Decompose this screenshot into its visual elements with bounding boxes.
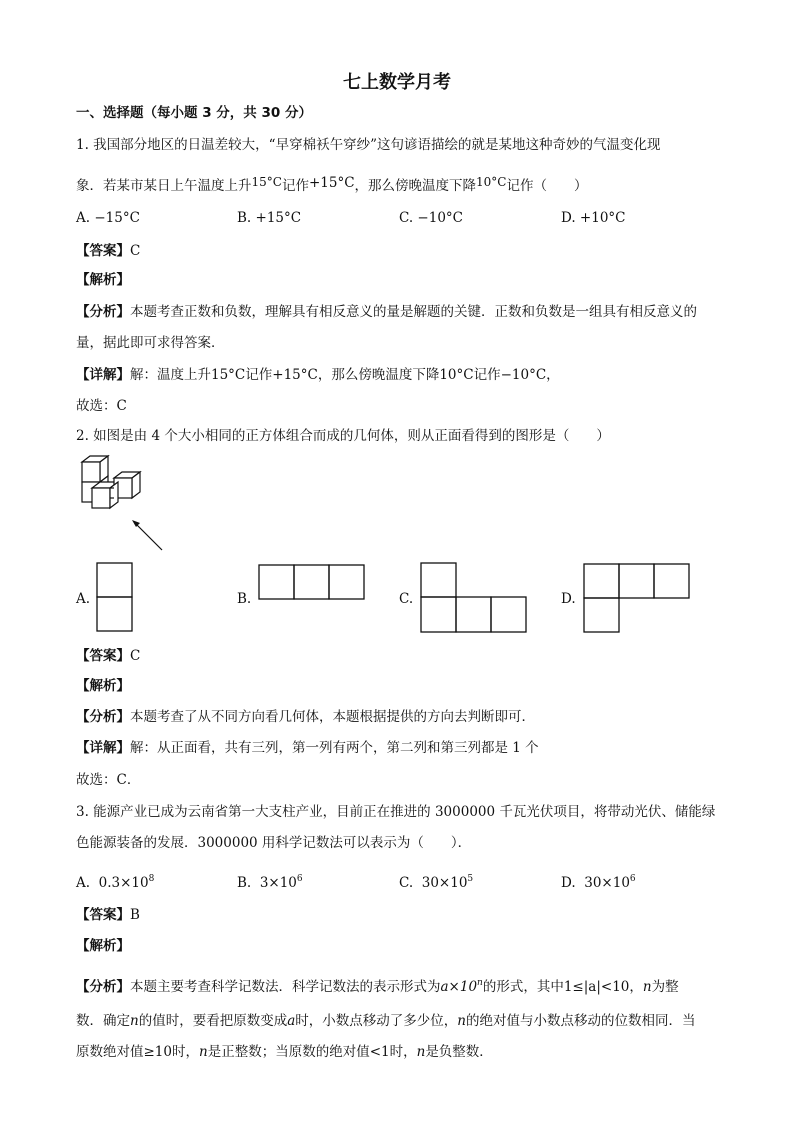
q1-analysis-label: 【解析】 [76, 272, 130, 288]
q1-choose: 故选：C [76, 398, 127, 414]
q3-option-c: C. $30\times 10^5$ [399, 874, 474, 891]
q2-option-c-label: C. [399, 591, 414, 607]
q2-option-a-label: A. [76, 591, 91, 607]
q1-stem-line1: 1. 我国部分地区的日温差较大，“早穿棉袄午穿纱”这句谚语描绘的就是某地这种奇妙的气温变化现 [76, 137, 661, 153]
view-arrow [134, 522, 162, 550]
q1-fenxi-line2: 量，据此即可求得答案． [76, 335, 225, 351]
q2-option-d-label: D. [561, 591, 576, 607]
q2-option-a-figure [96, 562, 134, 632]
q2-option-c-figure [420, 562, 528, 634]
q2-option-b-figure [258, 564, 366, 600]
q3-fenxi-line2: 数．确定n的值时，要看把原数变成a时，小数点移动了多少位，n的绝对值与小数点移动的位数相同．当 [76, 1013, 696, 1029]
q3-stem-line1: 3. 能源产业已成为云南省第一大支柱产业，目前正在推进的 3000000 千瓦光伏项目，将带动光伏、储能绿 [76, 804, 716, 820]
q2-option-b-label: B. [237, 591, 252, 607]
q3-option-b: B. $3\times 10^6$ [237, 874, 303, 891]
q1-option-b: B. +15°C [237, 210, 302, 226]
q1-option-c: C. −10°C [399, 210, 463, 226]
q3-option-a: A. $0.3\times 10^8$ [76, 874, 155, 891]
q3-answer: 【答案】B [76, 907, 140, 923]
q2-xiangjie: 【详解】解：从正面看，共有三列，第一列有两个，第二列和第三列都是 1 个 [76, 740, 539, 756]
section-heading: 一、选择题（每小题 3 分，共 30 分） [76, 105, 312, 121]
q3-stem-line2: 色能源装备的发展．3000000 用科学记数法可以表示为（ ）． [76, 835, 472, 851]
q2-fenxi: 【分析】本题考查了从不同方向看几何体，本题根据提供的方向去判断即可． [76, 709, 535, 725]
q2-stem: 2. 如图是由 4 个大小相同的正方体组合而成的几何体，则从正面看得到的图形是（ ） [76, 428, 610, 444]
q3-fenxi-line3: 原数绝对值≥10时，n是正整数；当原数的绝对值<1时，n是负整数． [76, 1044, 493, 1060]
q1-option-d: D. +10°C [561, 210, 626, 226]
cube-solid-figure [70, 456, 170, 556]
q2-choose: 故选：C． [76, 772, 141, 788]
q1-xiangjie: 【详解】解：温度上升15°C记作+15°C，那么傍晚温度下降10°C记作−10°C， [76, 367, 560, 383]
q2-option-d-figure [583, 563, 691, 635]
q1-fenxi-line1: 【分析】本题考查正数和负数，理解具有相反意义的量是解题的关键．正数和负数是一组具有相反意义的 [76, 304, 697, 320]
q1-stem-line2: 象．若某市某日上午温度上升15°C记作+15°C，那么傍晚温度下降10°C记作（ ） [76, 175, 588, 194]
page-title: 七上数学月考 [343, 72, 451, 93]
q3-option-d: D. $30\times 10^6$ [561, 874, 636, 891]
q2-analysis-label: 【解析】 [76, 678, 130, 694]
q2-answer: 【答案】C [76, 648, 141, 664]
q1-option-a: A. −15°C [76, 210, 140, 226]
q3-fenxi-line1: 【分析】本题主要考查科学记数法．科学记数法的表示形式为$a\times 10^n$的形式，其中1≤|a|<10，n为整 [76, 978, 679, 995]
q1-answer: 【答案】C [76, 243, 141, 259]
q3-analysis-label: 【解析】 [76, 938, 130, 954]
